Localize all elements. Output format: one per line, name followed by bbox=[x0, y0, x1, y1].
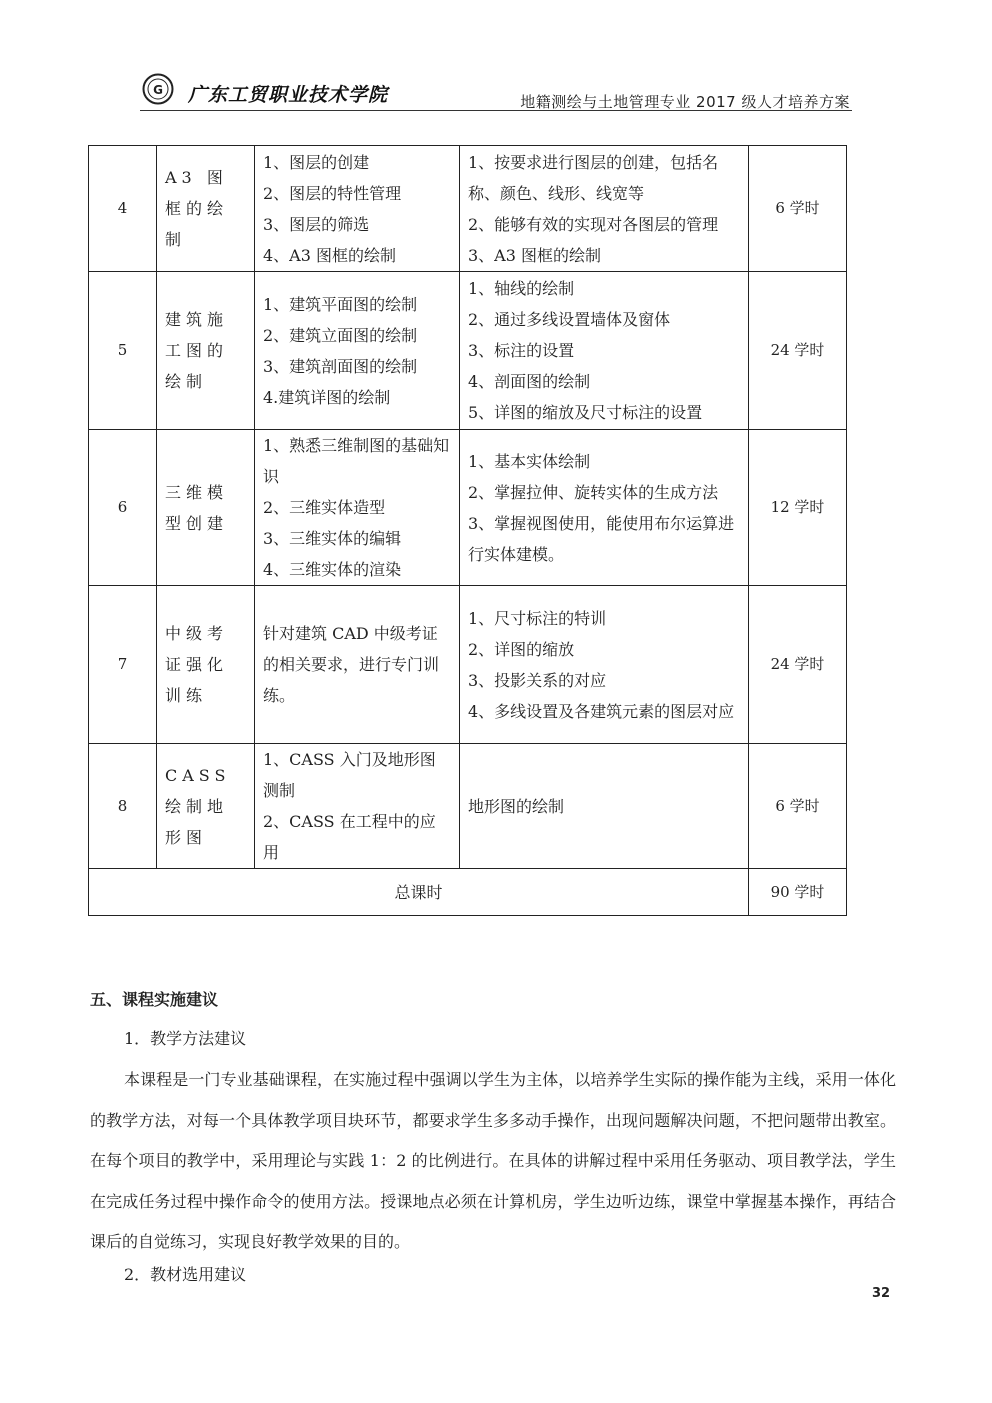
school-logo-icon bbox=[142, 73, 174, 105]
row-number: 8 bbox=[89, 744, 157, 869]
module-requirements: 1、轴线的绘制 2、通过多线设置墙体及窗体 3、标注的设置 4、剖面图的绘制 5、详图的缩放及尺寸标注的设置 bbox=[460, 272, 749, 430]
module-hours: 24 学时 bbox=[749, 272, 847, 430]
module-name: CASS 绘制地形图 bbox=[157, 744, 255, 869]
module-content: 1、建筑平面图的绘制 2、建筑立面图的绘制 3、建筑剖面图的绘制 4.建筑详图的绘制 bbox=[255, 272, 460, 430]
section-title: 五、课程实施建议 bbox=[90, 990, 219, 1009]
teaching-method-heading: 1．教学方法建议 bbox=[124, 1029, 247, 1048]
total-hours: 90 学时 bbox=[749, 869, 847, 916]
module-requirements: 1、尺寸标注的特训 2、详图的缩放 3、投影关系的对应 4、多线设置及各建筑元素的图层对应 bbox=[460, 586, 749, 744]
page-number: 32 bbox=[872, 1286, 891, 1301]
module-hours: 12 学时 bbox=[749, 430, 847, 586]
module-requirements: 地形图的绘制 bbox=[460, 744, 749, 869]
module-name: A3 图框的绘制 bbox=[157, 146, 255, 272]
module-name: 中级考证强化训练 bbox=[157, 586, 255, 744]
textbook-heading: 2．教材选用建议 bbox=[124, 1265, 247, 1284]
module-hours: 24 学时 bbox=[749, 586, 847, 744]
module-name: 建筑施工图的绘制 bbox=[157, 272, 255, 430]
course-schedule-table bbox=[88, 145, 847, 916]
row-number: 4 bbox=[89, 146, 157, 272]
module-content: 1、CASS 入门及地形图测制 2、CASS 在工程中的应用 bbox=[255, 744, 460, 869]
module-hours: 6 学时 bbox=[749, 146, 847, 272]
page-header bbox=[140, 68, 852, 111]
row-number: 6 bbox=[89, 430, 157, 586]
teaching-method-paragraph: 本课程是一门专业基础课程，在实施过程中强调以学生为主体，以培养学生实际的操作能为主线，采用一体化的教学方法，对每一个具体教学项目块环节，都要求学生多多动手操作，出现问题解决问题，不把问题带出教室。在每个项目的教学中，采用理论与实践 1：2 的比例进行。在具体的讲解过程中采用任务驱动、项目教学法，学生在完成任务过程中操作命令的使用方法。授课地点必须在计算机房，学生边听边练，课堂中掌握基本操作，再结合课后的自觉练习，实现良好教学效果的目的。 bbox=[90, 1070, 896, 1251]
plan-title: 地籍测绘与土地管理专业 2017 级人才培养方案 bbox=[520, 93, 850, 111]
table-row bbox=[89, 430, 847, 586]
row-number: 7 bbox=[89, 586, 157, 744]
module-name: 三维模型创建 bbox=[157, 430, 255, 586]
module-content: 1、熟悉三维制图的基础知识 2、三维实体造型 3、三维实体的编辑 4、三维实体的渲染 bbox=[255, 430, 460, 586]
module-hours: 6 学时 bbox=[749, 744, 847, 869]
table-row bbox=[89, 586, 847, 744]
table-row bbox=[89, 272, 847, 430]
school-name: 广东工贸职业技术学院 bbox=[188, 84, 389, 106]
module-requirements: 1、基本实体绘制 2、掌握拉伸、旋转实体的生成方法 3、掌握视图使用，能使用布尔运算进行实体建模。 bbox=[460, 430, 749, 586]
module-content: 1、图层的创建 2、图层的特性管理 3、图层的筛选 4、A3 图框的绘制 bbox=[255, 146, 460, 272]
row-number: 5 bbox=[89, 272, 157, 430]
total-label: 总课时 bbox=[89, 869, 749, 916]
table-row bbox=[89, 146, 847, 272]
table-total-row bbox=[89, 869, 847, 916]
module-content: 针对建筑 CAD 中级考证的相关要求，进行专门训练。 bbox=[255, 586, 460, 744]
module-requirements: 1、按要求进行图层的创建，包括名称、颜色、线形、线宽等 2、能够有效的实现对各图层的管理 3、A3 图框的绘制 bbox=[460, 146, 749, 272]
table-row bbox=[89, 744, 847, 869]
svg-text:G: G bbox=[153, 83, 163, 97]
